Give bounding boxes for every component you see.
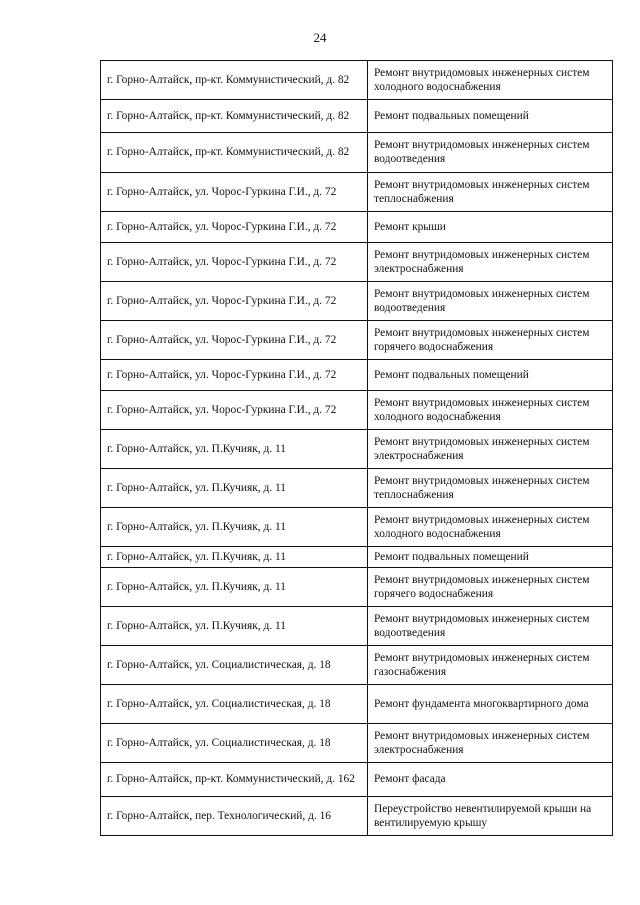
table-row (101, 100, 613, 133)
table-row (101, 360, 613, 391)
work-type-cell: Ремонт внутридомовых инженерных систем водоотведения (368, 282, 613, 321)
address-cell: г. Горно-Алтайск, ул. Социалистическая, д. 18 (101, 724, 368, 763)
address-cell: г. Горно-Алтайск, ул. Социалистическая, д. 18 (101, 685, 368, 724)
table-row (101, 607, 613, 646)
address-cell: г. Горно-Алтайск, ул. П.Кучияк, д. 11 (101, 607, 368, 646)
address-cell: г. Горно-Алтайск, ул. П.Кучияк, д. 11 (101, 547, 368, 568)
address-cell: г. Горно-Алтайск, пер. Технологический, д. 16 (101, 797, 368, 836)
address-cell: г. Горно-Алтайск, ул. Чорос-Гуркина Г.И., д. 72 (101, 212, 368, 243)
work-type-cell: Ремонт внутридомовых инженерных систем холодного водоснабжения (368, 61, 613, 100)
address-cell: г. Горно-Алтайск, ул. Чорос-Гуркина Г.И., д. 72 (101, 173, 368, 212)
address-cell: г. Горно-Алтайск, пр-кт. Коммунистический, д. 82 (101, 133, 368, 173)
address-cell: г. Горно-Алтайск, пр-кт. Коммунистический, д. 162 (101, 763, 368, 797)
table-row (101, 547, 613, 568)
table-row (101, 282, 613, 321)
work-type-cell: Ремонт внутридомовых инженерных систем теплоснабжения (368, 469, 613, 508)
address-cell: г. Горно-Алтайск, ул. Социалистическая, д. 18 (101, 646, 368, 685)
address-cell: г. Горно-Алтайск, пр-кт. Коммунистический, д. 82 (101, 61, 368, 100)
table-row (101, 321, 613, 360)
work-type-cell: Ремонт внутридомовых инженерных систем холодного водоснабжения (368, 391, 613, 430)
work-type-cell: Ремонт внутридомовых инженерных систем электроснабжения (368, 430, 613, 469)
table-row (101, 173, 613, 212)
work-type-cell: Ремонт внутридомовых инженерных систем водоотведения (368, 607, 613, 646)
table-row (101, 133, 613, 173)
work-type-cell: Ремонт внутридомовых инженерных систем горячего водоснабжения (368, 321, 613, 360)
table-row (101, 685, 613, 724)
table-row (101, 508, 613, 547)
table-row (101, 430, 613, 469)
address-cell: г. Горно-Алтайск, ул. Чорос-Гуркина Г.И., д. 72 (101, 243, 368, 282)
work-type-cell: Ремонт подвальных помещений (368, 360, 613, 391)
table-row (101, 797, 613, 836)
table-row (101, 243, 613, 282)
work-type-cell: Ремонт крыши (368, 212, 613, 243)
work-type-cell: Ремонт внутридомовых инженерных систем электроснабжения (368, 243, 613, 282)
table-row (101, 391, 613, 430)
work-type-cell: Ремонт внутридомовых инженерных систем электроснабжения (368, 724, 613, 763)
address-cell: г. Горно-Алтайск, ул. П.Кучияк, д. 11 (101, 469, 368, 508)
address-cell: г. Горно-Алтайск, ул. Чорос-Гуркина Г.И., д. 72 (101, 360, 368, 391)
table-row (101, 763, 613, 797)
address-cell: г. Горно-Алтайск, ул. Чорос-Гуркина Г.И., д. 72 (101, 282, 368, 321)
work-type-cell: Ремонт внутридомовых инженерных систем водоотведения (368, 133, 613, 173)
address-cell: г. Горно-Алтайск, ул. Чорос-Гуркина Г.И., д. 72 (101, 321, 368, 360)
table-row (101, 646, 613, 685)
work-type-cell: Ремонт подвальных помещений (368, 547, 613, 568)
address-cell: г. Горно-Алтайск, ул. П.Кучияк, д. 11 (101, 568, 368, 607)
table-row (101, 61, 613, 100)
address-cell: г. Горно-Алтайск, ул. П.Кучияк, д. 11 (101, 508, 368, 547)
table-row (101, 212, 613, 243)
works-table (100, 60, 613, 836)
table-row (101, 724, 613, 763)
address-cell: г. Горно-Алтайск, ул. Чорос-Гуркина Г.И., д. 72 (101, 391, 368, 430)
table-row (101, 469, 613, 508)
address-cell: г. Горно-Алтайск, ул. П.Кучияк, д. 11 (101, 430, 368, 469)
page-number: 24 (313, 30, 327, 45)
work-type-cell: Ремонт фундамента многоквартирного дома (368, 685, 613, 724)
address-cell: г. Горно-Алтайск, пр-кт. Коммунистический, д. 82 (101, 100, 368, 133)
works-table-body (101, 61, 613, 836)
work-type-cell: Ремонт внутридомовых инженерных систем газоснабжения (368, 646, 613, 685)
work-type-cell: Переустройство невентилируемой крыши на вентилируемую крышу (368, 797, 613, 836)
work-type-cell: Ремонт внутридомовых инженерных систем холодного водоснабжения (368, 508, 613, 547)
work-type-cell: Ремонт фасада (368, 763, 613, 797)
table-row (101, 568, 613, 607)
work-type-cell: Ремонт подвальных помещений (368, 100, 613, 133)
work-type-cell: Ремонт внутридомовых инженерных систем горячего водоснабжения (368, 568, 613, 607)
work-type-cell: Ремонт внутридомовых инженерных систем теплоснабжения (368, 173, 613, 212)
